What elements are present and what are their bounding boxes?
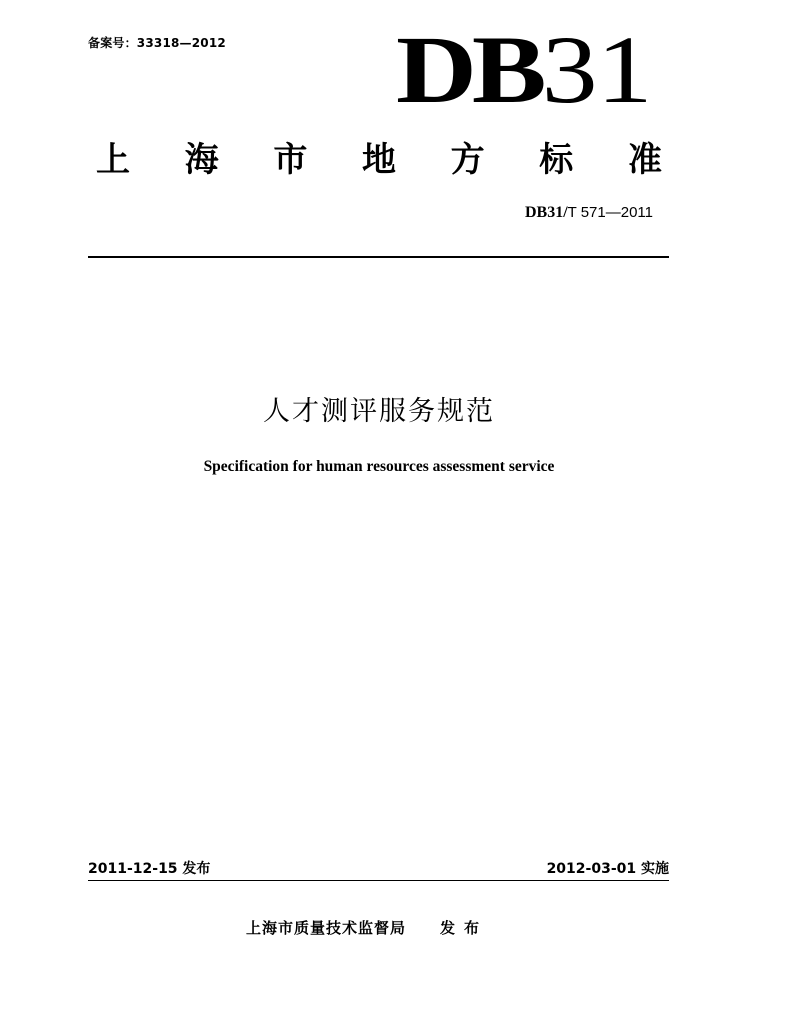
standard-type-char: 市 [273,140,308,180]
issuer-line [246,917,488,938]
standard-code [525,204,653,222]
document-title-chinese: 人才测评服务规范 [263,396,495,427]
standard-type-heading [96,138,662,182]
issuer-name: 上海市质量技术监督局 [246,919,407,937]
db-standard-mark [396,16,652,124]
standard-type-char: 海 [184,140,219,180]
standard-type-char: 准 [627,140,662,180]
implementation-date: 2012-03-01 实施 [546,861,669,877]
db-mark-digits: 31 [541,16,652,124]
standard-code-prefix: DB31/ [524,204,568,221]
standard-type-char: 标 [539,140,574,180]
footer-divider [88,880,669,881]
issue-date: 2011-12-15 发布 [88,861,211,877]
document-title-english: Specification for human resources assessment service [203,458,555,475]
standard-type-char: 地 [361,140,396,180]
header-divider [88,256,669,258]
standard-type-char: 上 [96,140,130,180]
standard-code-number: T 571—2011 [567,204,653,221]
standard-type-char: 方 [450,140,485,180]
db-mark-letters: DB [396,16,542,124]
issuer-action: 发布 [440,919,489,937]
record-number: 备案号：33318—2012 [88,36,226,50]
